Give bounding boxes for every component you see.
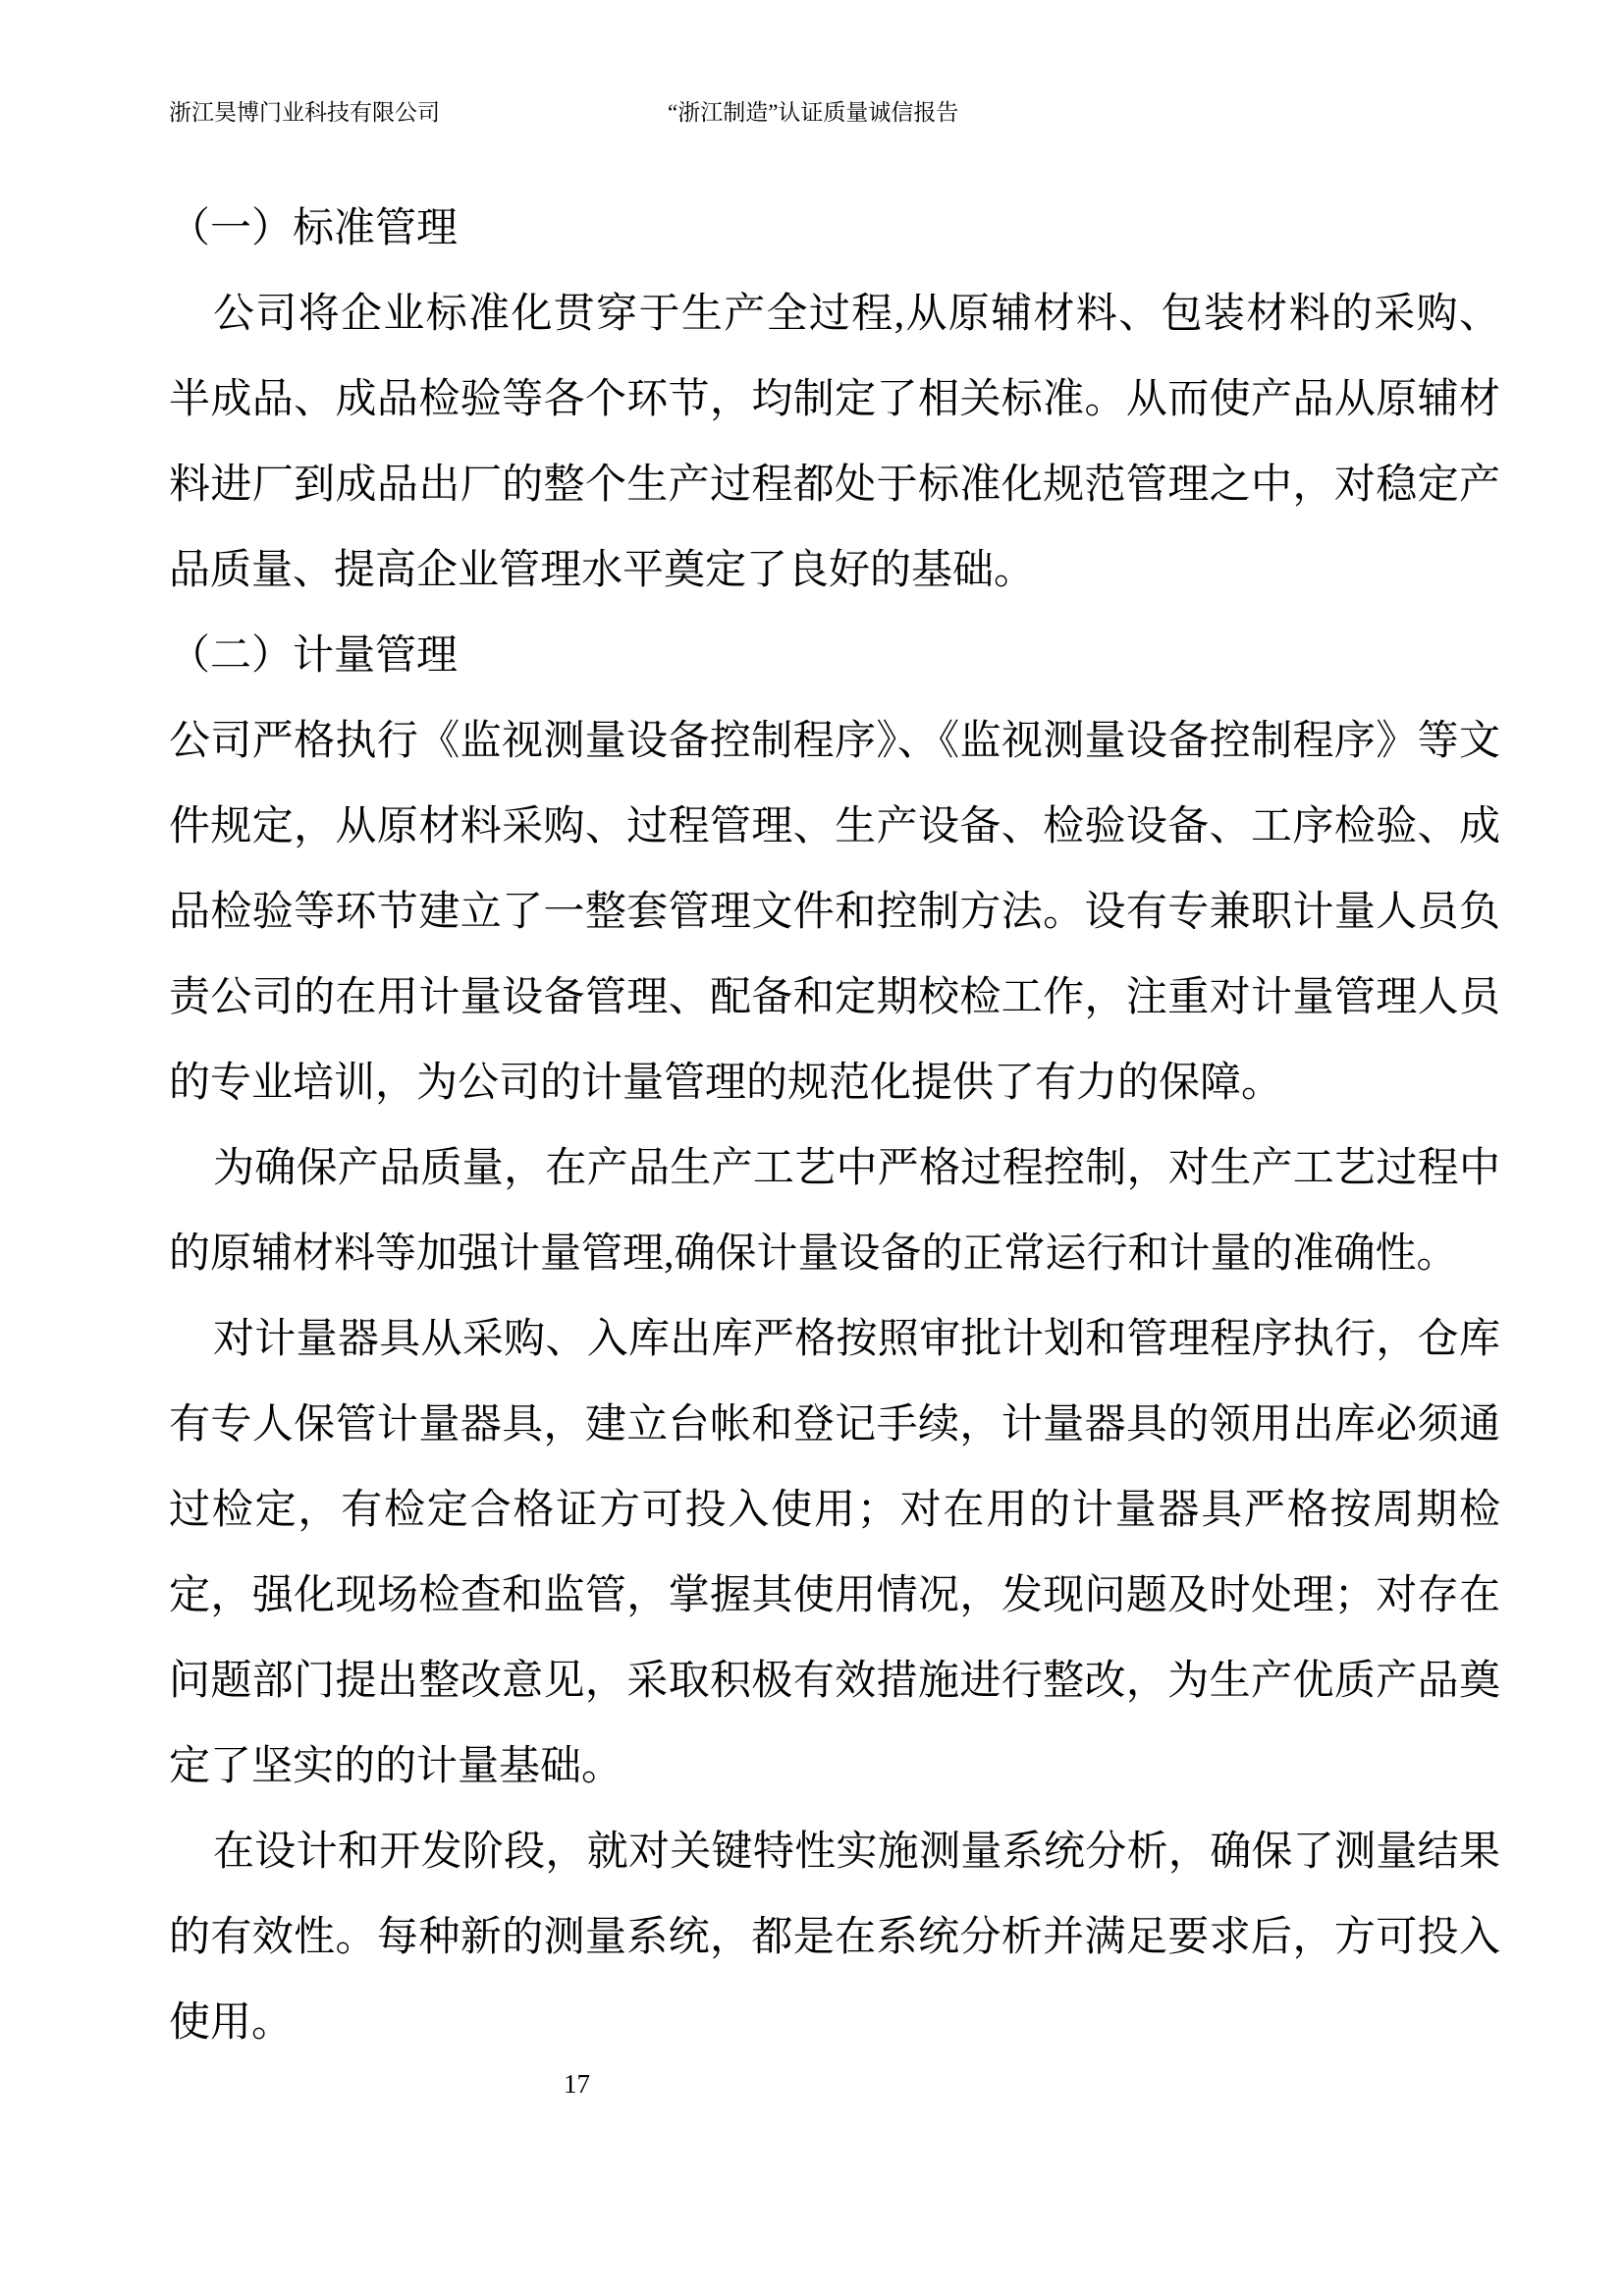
paragraph: 公司严格执行《监视测量设备控制程序》、《监视测量设备控制程序》等文件规定，从原材料采购、过程管理、生产设备、检验设备、工序检验、成品检验等环节建立了一整套管理文件和控制方法。设有专兼职计量人员负责公司的在用计量设备管理、配备和定期校检工作，注重对计量管理人员的专业培训，为公司的计量管理的规范化提供了有力的保障。 (169, 719, 1500, 1106)
header-report-title: “浙江制造”认证质量诚信报告 (668, 100, 959, 125)
page-number: 17 (564, 2069, 590, 2099)
paragraph: 对计量器具从采购、入库出库严格按照审批计划和管理程序执行，仓库有专人保管计量器具，建立台帐和登记手续，计量器具的领用出库必须通过检定，有检定合格证方可投入使用；对在用的计量器具严格按周期检定，强化现场检查和监管，掌握其使用情况，发现问题及时处理；对存在问题部门提出整改意见，采取积极有效措施进行整改，为生产优质产品奠定了坚实的的计量基础。 (169, 1317, 1500, 1789)
section-heading-measurement-management: （二）计量管理 (169, 633, 459, 679)
paragraph: 公司将企业标准化贯穿于生产全过程,从原辅材料、包装材料的采购、半成品、成品检验等各个环节，均制定了相关标准。从而使产品从原辅材料进厂到成品出厂的整个生产过程都处于标准化规范管理之中，对稳定产品质量、提高企业管理水平奠定了良好的基础。 (169, 292, 1500, 593)
section-heading-standard-management: （一）标准管理 (169, 206, 459, 251)
document-body (169, 187, 1500, 2066)
header-company-name: 浙江昊博门业科技有限公司 (169, 100, 440, 125)
paragraph: 为确保产品质量，在产品生产工艺中严格过程控制，对生产工艺过程中的原辅材料等加强计量管理,确保计量设备的正常运行和计量的准确性。 (169, 1146, 1500, 1277)
paragraph: 在设计和开发阶段，就对关键特性实施测量系统分析，确保了测量结果的有效性。每种新的测量系统，都是在系统分析并满足要求后，方可投入使用。 (169, 1830, 1500, 2046)
